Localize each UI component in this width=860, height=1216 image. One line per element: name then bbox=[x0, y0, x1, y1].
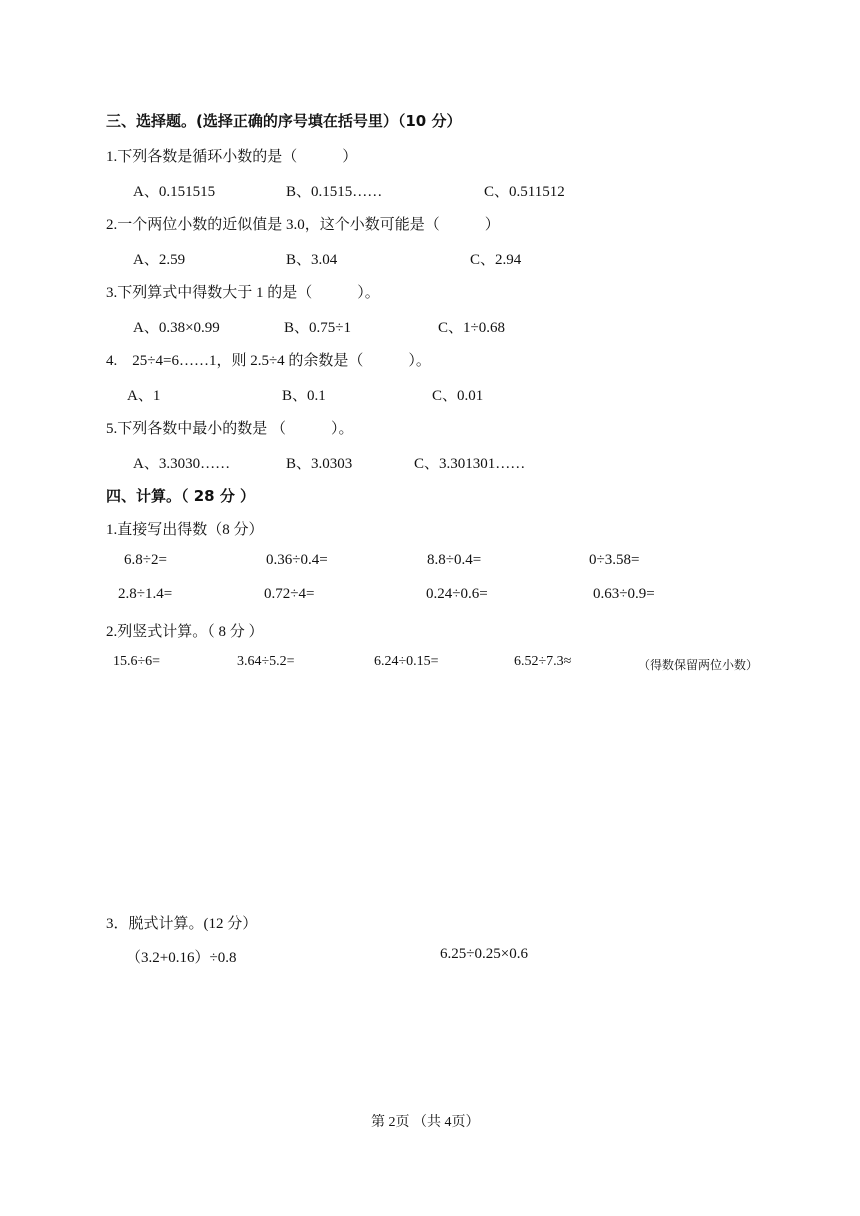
vertical-calc-item: 6.52÷7.3≈ bbox=[514, 654, 572, 669]
q5-option-b: B、3.0303 bbox=[286, 456, 353, 472]
vertical-calc-item: 6.24÷0.15= bbox=[374, 654, 439, 669]
calc-item: 8.8÷0.4= bbox=[427, 552, 482, 568]
calc-item: 6.8÷2= bbox=[124, 552, 167, 568]
calc-item: 0.36÷0.4= bbox=[266, 552, 328, 568]
section-4-heading: 四、计算。（ 28 分 ） bbox=[106, 487, 256, 505]
part-1-title: 1.直接写出得数（8 分） bbox=[106, 522, 264, 538]
stepwise-calc-item: 6.25÷0.25×0.6 bbox=[440, 946, 528, 962]
q5-option-a: A、3.3030…… bbox=[133, 456, 231, 472]
q2-option-a: A、2.59 bbox=[133, 252, 186, 268]
calc-item: 0.63÷0.9= bbox=[593, 586, 655, 602]
question-3: 3.下列算式中得数大于 1 的是（ ）。 bbox=[106, 285, 380, 301]
question-2: 2.一个两位小数的近似值是 3.0，这个小数可能是（ ） bbox=[106, 217, 500, 233]
page-number: 第 2页 （共 4页） bbox=[371, 1115, 480, 1130]
q3-option-b: B、0.75÷1 bbox=[284, 320, 351, 336]
q1-option-b: B、0.1515…… bbox=[286, 184, 383, 200]
q3-option-a: A、0.38×0.99 bbox=[133, 320, 220, 336]
part-2-title: 2.列竖式计算。（ 8 分 ） bbox=[106, 624, 264, 640]
q4-option-a: A、1 bbox=[127, 388, 161, 404]
q4-option-b: B、0.1 bbox=[282, 388, 326, 404]
calc-item: 0.72÷4= bbox=[264, 586, 315, 602]
question-4: 4. 25÷4=6……1，则 2.5÷4 的余数是（ ）。 bbox=[106, 353, 431, 369]
rounding-note: （得数保留两位小数） bbox=[638, 658, 759, 672]
q2-option-c: C、2.94 bbox=[470, 252, 522, 268]
q1-option-a: A、0.151515 bbox=[133, 184, 216, 200]
q1-option-c: C、0.511512 bbox=[484, 184, 565, 200]
calc-item: 0.24÷0.6= bbox=[426, 586, 488, 602]
vertical-calc-item: 3.64÷5.2= bbox=[237, 654, 295, 669]
q4-option-c: C、0.01 bbox=[432, 388, 484, 404]
q3-option-c: C、1÷0.68 bbox=[438, 320, 505, 336]
question-1: 1.下列各数是循环小数的是（ ） bbox=[106, 149, 358, 165]
calc-item: 0÷3.58= bbox=[589, 552, 640, 568]
question-5: 5.下列各数中最小的数是 （ ）。 bbox=[106, 421, 354, 437]
q5-option-c: C、3.301301…… bbox=[414, 456, 526, 472]
vertical-calc-item: 15.6÷6= bbox=[113, 654, 161, 669]
section-3-heading: 三、选择题。(选择正确的序号填在括号里）（10 分） bbox=[106, 112, 462, 130]
calc-item: 2.8÷1.4= bbox=[118, 586, 173, 602]
part-3-title: 3．脱式计算。(12 分） bbox=[106, 916, 258, 932]
stepwise-calc-item: （3.2+0.16）÷0.8 bbox=[126, 950, 237, 966]
q2-option-b: B、3.04 bbox=[286, 252, 338, 268]
